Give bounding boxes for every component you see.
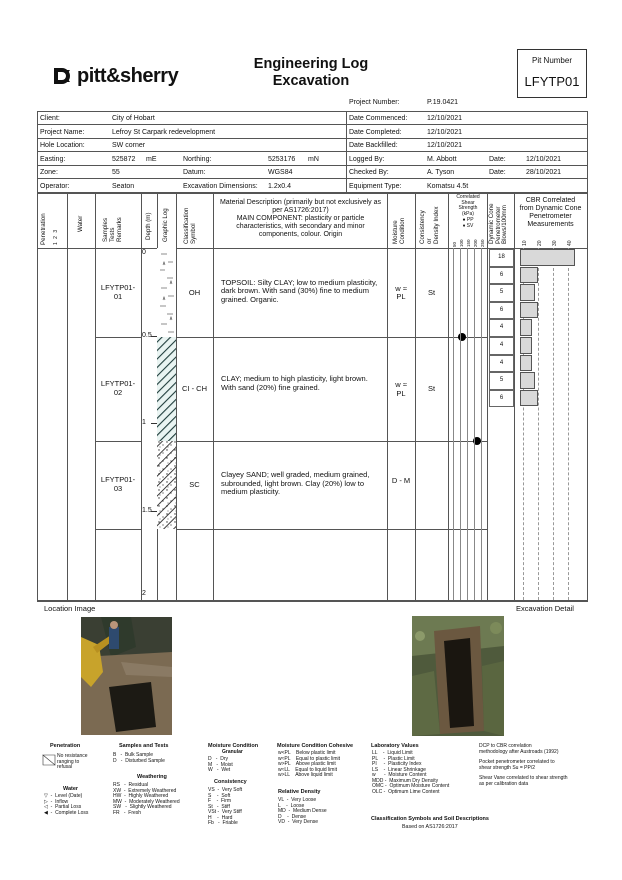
legend-item: D - Disturbed Sample (113, 757, 165, 764)
zone-value: 55 (112, 169, 120, 176)
legend-item: M - Moist (208, 761, 233, 768)
cbr-bar (520, 284, 535, 301)
graphic-log (157, 248, 176, 600)
shear-grid-line (474, 248, 475, 600)
legend-item: PL - Plastic Limit (372, 755, 415, 762)
consistency-header: Consistency or Density Index (419, 206, 440, 244)
pitt-sherry-logo-icon (52, 66, 72, 86)
cbr-tick-label: 20 (537, 240, 543, 246)
penetration-header: Penetration (40, 213, 47, 245)
material-description: Clayey SAND; well graded, medium grained, subrounded, light brown. Clay (20%) low to medium plasticity. (221, 470, 370, 496)
legend-item: PI - Plasticity Index (372, 761, 422, 767)
northing-label: Northing: (183, 156, 212, 163)
legend-penetration-title: Penetration (50, 743, 81, 749)
consistency-value: St (427, 384, 436, 393)
cbr-grid-line (568, 248, 569, 600)
datum-label: Datum: (183, 169, 206, 176)
legend-item: ▽ - Level (Date) (44, 793, 83, 799)
cbr-tick-label: 30 (552, 240, 558, 246)
checked-date-value: 28/10/2021 (526, 169, 562, 176)
dcp-blow-count: 5 (489, 284, 514, 302)
water-header: Water (77, 215, 84, 232)
client-value: City of Hobart (112, 115, 155, 122)
legend-item: H - Hard (208, 814, 233, 821)
easting-unit: mE (146, 156, 157, 163)
sample-id: LFYTP01- 01 (100, 282, 136, 301)
sample-id: LFYTP01- 02 (100, 379, 136, 397)
date-commenced-value: 12/10/2021 (427, 115, 463, 122)
client-label: Client: (40, 115, 60, 122)
shear-tick-label: 50 (452, 241, 457, 247)
easting-value: 525872 (112, 156, 136, 163)
legend-item: Fb - Friable (208, 820, 238, 826)
equipment-value: Komatsu 4.5t (427, 183, 469, 190)
legend-item: MD - Medium Dense (278, 808, 327, 814)
legend-penetration-text: No resistance ranging to refusal (57, 753, 88, 770)
classification-header: Classification Symbol (183, 207, 197, 244)
legend-note: DCP to CBR correlation methodology after Austroads (1992) (479, 743, 559, 755)
cbr-header: CBR Correlated from Dynamic Cone Penetrometer Measurements (519, 197, 582, 228)
shear-ticks (449, 233, 487, 247)
pit-number-box (517, 49, 587, 98)
title-line-2: Excavation (272, 73, 350, 89)
northing-unit: mN (308, 156, 319, 163)
legend-item: ◀ - Complete Loss (44, 809, 89, 816)
logged-by-value: M. Abbott (427, 156, 457, 163)
penetration-triangle-icon (42, 753, 56, 765)
location-photo (81, 617, 172, 735)
legend-consistency-title: Consistency (214, 779, 247, 785)
legend-item: F - Firm (208, 798, 232, 804)
checked-by-label: Checked By: (349, 169, 389, 176)
legend-item: LS - Linear Shrinkage (372, 766, 426, 773)
legend-note: Pocket penetrometer correlated to shear strength Su = PP/2 (479, 759, 555, 771)
cbr-tick-label: 10 (522, 240, 528, 246)
excavation-photo (412, 616, 504, 736)
dcp-blow-count: 6 (489, 302, 514, 320)
cbr-bar (520, 337, 532, 354)
depth-mark: 0 (142, 249, 146, 256)
northing-value: 5253176 (268, 156, 296, 163)
legend-item: LL - Liquid Limit (372, 750, 413, 756)
depth-mark: 1 (142, 419, 146, 426)
zone-label: Zone: (40, 169, 58, 176)
dcp-blow-count: 6 (489, 390, 514, 408)
legend-lab-list (372, 751, 449, 795)
legend-item: MDD - Maximum Dry Density (372, 777, 439, 784)
cbr-bar (520, 319, 532, 336)
logged-by-label: Logged By: (349, 156, 385, 163)
dcp-blow-count: 5 (489, 372, 514, 390)
legend-item: w>LL Above liquid limit (278, 772, 333, 778)
cbr-bar (520, 355, 532, 372)
checked-date-label: Date: (489, 169, 506, 176)
legend-item: OMC - Optimum Moisture Content (372, 783, 450, 789)
cbr-bar (520, 390, 538, 407)
consistency-value: St (427, 287, 436, 297)
legend-cohesive-title: Moisture Condition Cohesive (277, 743, 354, 749)
cbr-tick-label: 40 (567, 240, 573, 246)
legend-item: W - Wet (208, 767, 231, 773)
legend-water-title: Water (63, 786, 79, 792)
depth-column (141, 248, 157, 600)
date-commenced-label: Date Commenced: (349, 115, 408, 122)
legend-consistency-list (208, 788, 242, 827)
material-description: CLAY; medium to high plasticity, light brown. With sand (20%) fine grained. (221, 374, 368, 392)
legend-item: VSt - Very Stiff (208, 809, 242, 815)
excavation-detail-label: Excavation Detail (516, 604, 574, 613)
datum-value: WGS84 (268, 169, 293, 176)
cbr-grid-line (538, 248, 539, 600)
legend-class-sub: Based on AS1726:2017 (402, 824, 458, 830)
equipment-label: Equipment Type: (349, 183, 402, 190)
shear-tick-label: 150 (466, 239, 471, 247)
legend-item: MW - Moderately Weathered (113, 798, 180, 805)
graphic-log-header: Graphic Log (162, 208, 169, 242)
legend-item: S - Soft (208, 792, 231, 799)
legend-water-list (44, 794, 88, 816)
dcp-blow-count: 6 (489, 267, 514, 285)
shear-grid-line (467, 248, 468, 600)
legend-item: w - Moisture Content (372, 772, 427, 778)
legend-moisture-title: Moisture Condition (208, 743, 259, 749)
logged-date-value: 12/10/2021 (526, 156, 562, 163)
exc-dim-value: 1.2x0.4 (268, 183, 291, 190)
moisture-condition: D - M (391, 476, 411, 485)
title-line-1: Engineering Log (253, 56, 369, 72)
dcp-blow-count: 4 (489, 355, 514, 373)
samples-header: Samples Tests Remarks (102, 217, 123, 242)
legend-item: w>PL Above plastic limit (278, 761, 336, 767)
classification-symbol: CI - CH (182, 384, 207, 393)
legend-moisture-list (208, 757, 233, 774)
legend-item: St - Stiff (208, 803, 230, 810)
operator-label: Operator: (40, 183, 70, 190)
date-completed-value: 12/10/2021 (427, 129, 463, 136)
cbr-bar (520, 372, 535, 389)
classification-symbol: OH (188, 287, 201, 297)
legend-item: w≈PL Equal to plastic limit (278, 755, 341, 762)
date-completed-label: Date Completed: (349, 129, 402, 136)
cbr-bar (520, 249, 575, 266)
depth-header: Depth (m) (145, 212, 152, 240)
legend-item: XW - Extremely Weathered (113, 787, 177, 794)
legend-notes (479, 744, 585, 792)
legend-note: Shear Vane correlated to shear strength as per calibration data (479, 775, 568, 787)
page-title (236, 56, 386, 90)
legend-item: D - Dense (278, 813, 307, 820)
dcp-blow-count: 4 (489, 319, 514, 337)
cbr-grid-line (523, 248, 524, 600)
legend-item: w<PL Below plastic limit (278, 750, 336, 756)
legend-item: OLC - Optimum Lime Content (372, 788, 440, 795)
dcp-blow-count: 4 (489, 337, 514, 355)
project-name-label: Project Name: (40, 129, 85, 136)
moisture-condition: w ≈ PL (395, 380, 407, 398)
shear-header: Correlated Shear Strength (kPa) ● PP ♦ SV (456, 194, 480, 229)
depth-mark: 1.5 (142, 507, 152, 514)
shear-grid-line (460, 248, 461, 600)
legend-item: RS - Residual (113, 782, 149, 788)
legend-density-title: Relative Density (278, 789, 321, 795)
legend-lab-title: Laboratory Values (371, 743, 419, 749)
legend-item: L - Loose (278, 802, 305, 809)
shear-grid-line (481, 248, 482, 600)
legend-item: ◁ - Partial Loss (44, 804, 82, 810)
material-description: TOPSOIL: Silty CLAY; low to medium plasticity, dark brown. With sand (30%) fine to medium grained. Organic. (221, 277, 378, 304)
legend-item: VS - Very Soft (208, 787, 243, 793)
legend-item: HW - Highly Weathered (113, 793, 169, 799)
legend-samples-title: Samples and Tests (119, 743, 169, 749)
legend-weathering-title: Weathering (137, 774, 167, 780)
pit-number-label: Pit Number (531, 56, 572, 65)
moisture-header: Moisture Condition (392, 217, 406, 244)
date-backfilled-label: Date Backfilled: (349, 142, 398, 149)
cbr-grid-line (553, 248, 554, 600)
shear-grid-line (453, 248, 454, 600)
checked-by-value: A. Tyson (427, 169, 455, 176)
cbr-ticks (515, 236, 586, 247)
legend-cohesive-list (278, 751, 340, 779)
exc-dim-label: Excavation Dimensions: (183, 183, 258, 190)
shear-tick-label: 250 (480, 239, 485, 247)
classification-symbol: SC (189, 480, 200, 489)
legend-class-title: Classification Symbols and Soil Descriptions (371, 816, 489, 822)
material-header: Material Description (primarily but not exclusively as per AS1726:2017) MAIN COMPONENT: plasticity or particle characteristics, with secondary and minor components, colour. Origin (219, 199, 382, 238)
legend-samples-list (113, 753, 165, 764)
moisture-condition: w ≈ PL (395, 283, 407, 301)
hole-location-label: Hole Location: (40, 142, 85, 149)
legend-moisture-sub: Granular (222, 749, 243, 755)
depth-mark: 2 (142, 590, 146, 597)
cbr-bar (520, 267, 538, 284)
legend-item: w≈LL Equal to liquid limit (278, 766, 337, 773)
sample-id: LFYTP01- 03 (100, 475, 136, 493)
shear-tick-label: 100 (459, 239, 464, 247)
project-name-value: Lefroy St Carpark redevelopment (112, 129, 216, 136)
brand-name: pitt&sherry (77, 65, 179, 87)
legend-item: FR - Fresh (113, 809, 142, 816)
legend-item: VL - Very Loose (278, 797, 317, 803)
cbr-bar (520, 302, 538, 319)
project-number-value: P.19.0421 (427, 99, 459, 106)
dcp-blow-count: 18 (489, 249, 514, 267)
logged-date-label: Date: (489, 156, 506, 163)
date-backfilled-value: 12/10/2021 (427, 142, 463, 149)
legend-item: SW - Slightly Weathered (113, 804, 172, 810)
depth-mark: 0.5 (142, 332, 152, 339)
legend-density-list (278, 798, 327, 826)
operator-value: Seaton (112, 183, 135, 190)
legend-item: VD - Very Dense (278, 819, 319, 825)
legend-item: ▷ - Inflow (44, 798, 69, 805)
hole-location-value: SW corner (112, 142, 146, 149)
pit-number-value: LFYTP01 (524, 74, 580, 89)
legend-weathering-list (113, 783, 180, 816)
dcp-header: Dynamic Cone Penetrometer Blows/100mm (488, 203, 508, 244)
legend-item: D - Dry (208, 756, 228, 762)
shear-tick-label: 200 (473, 239, 478, 247)
easting-label: Easting: (40, 156, 66, 163)
location-image-label: Location Image (44, 604, 96, 613)
legend-item: B - Bulk Sample (113, 752, 154, 758)
penetration-scale: 1 2 3 (53, 228, 59, 245)
project-number-label: Project Number: (349, 99, 400, 106)
